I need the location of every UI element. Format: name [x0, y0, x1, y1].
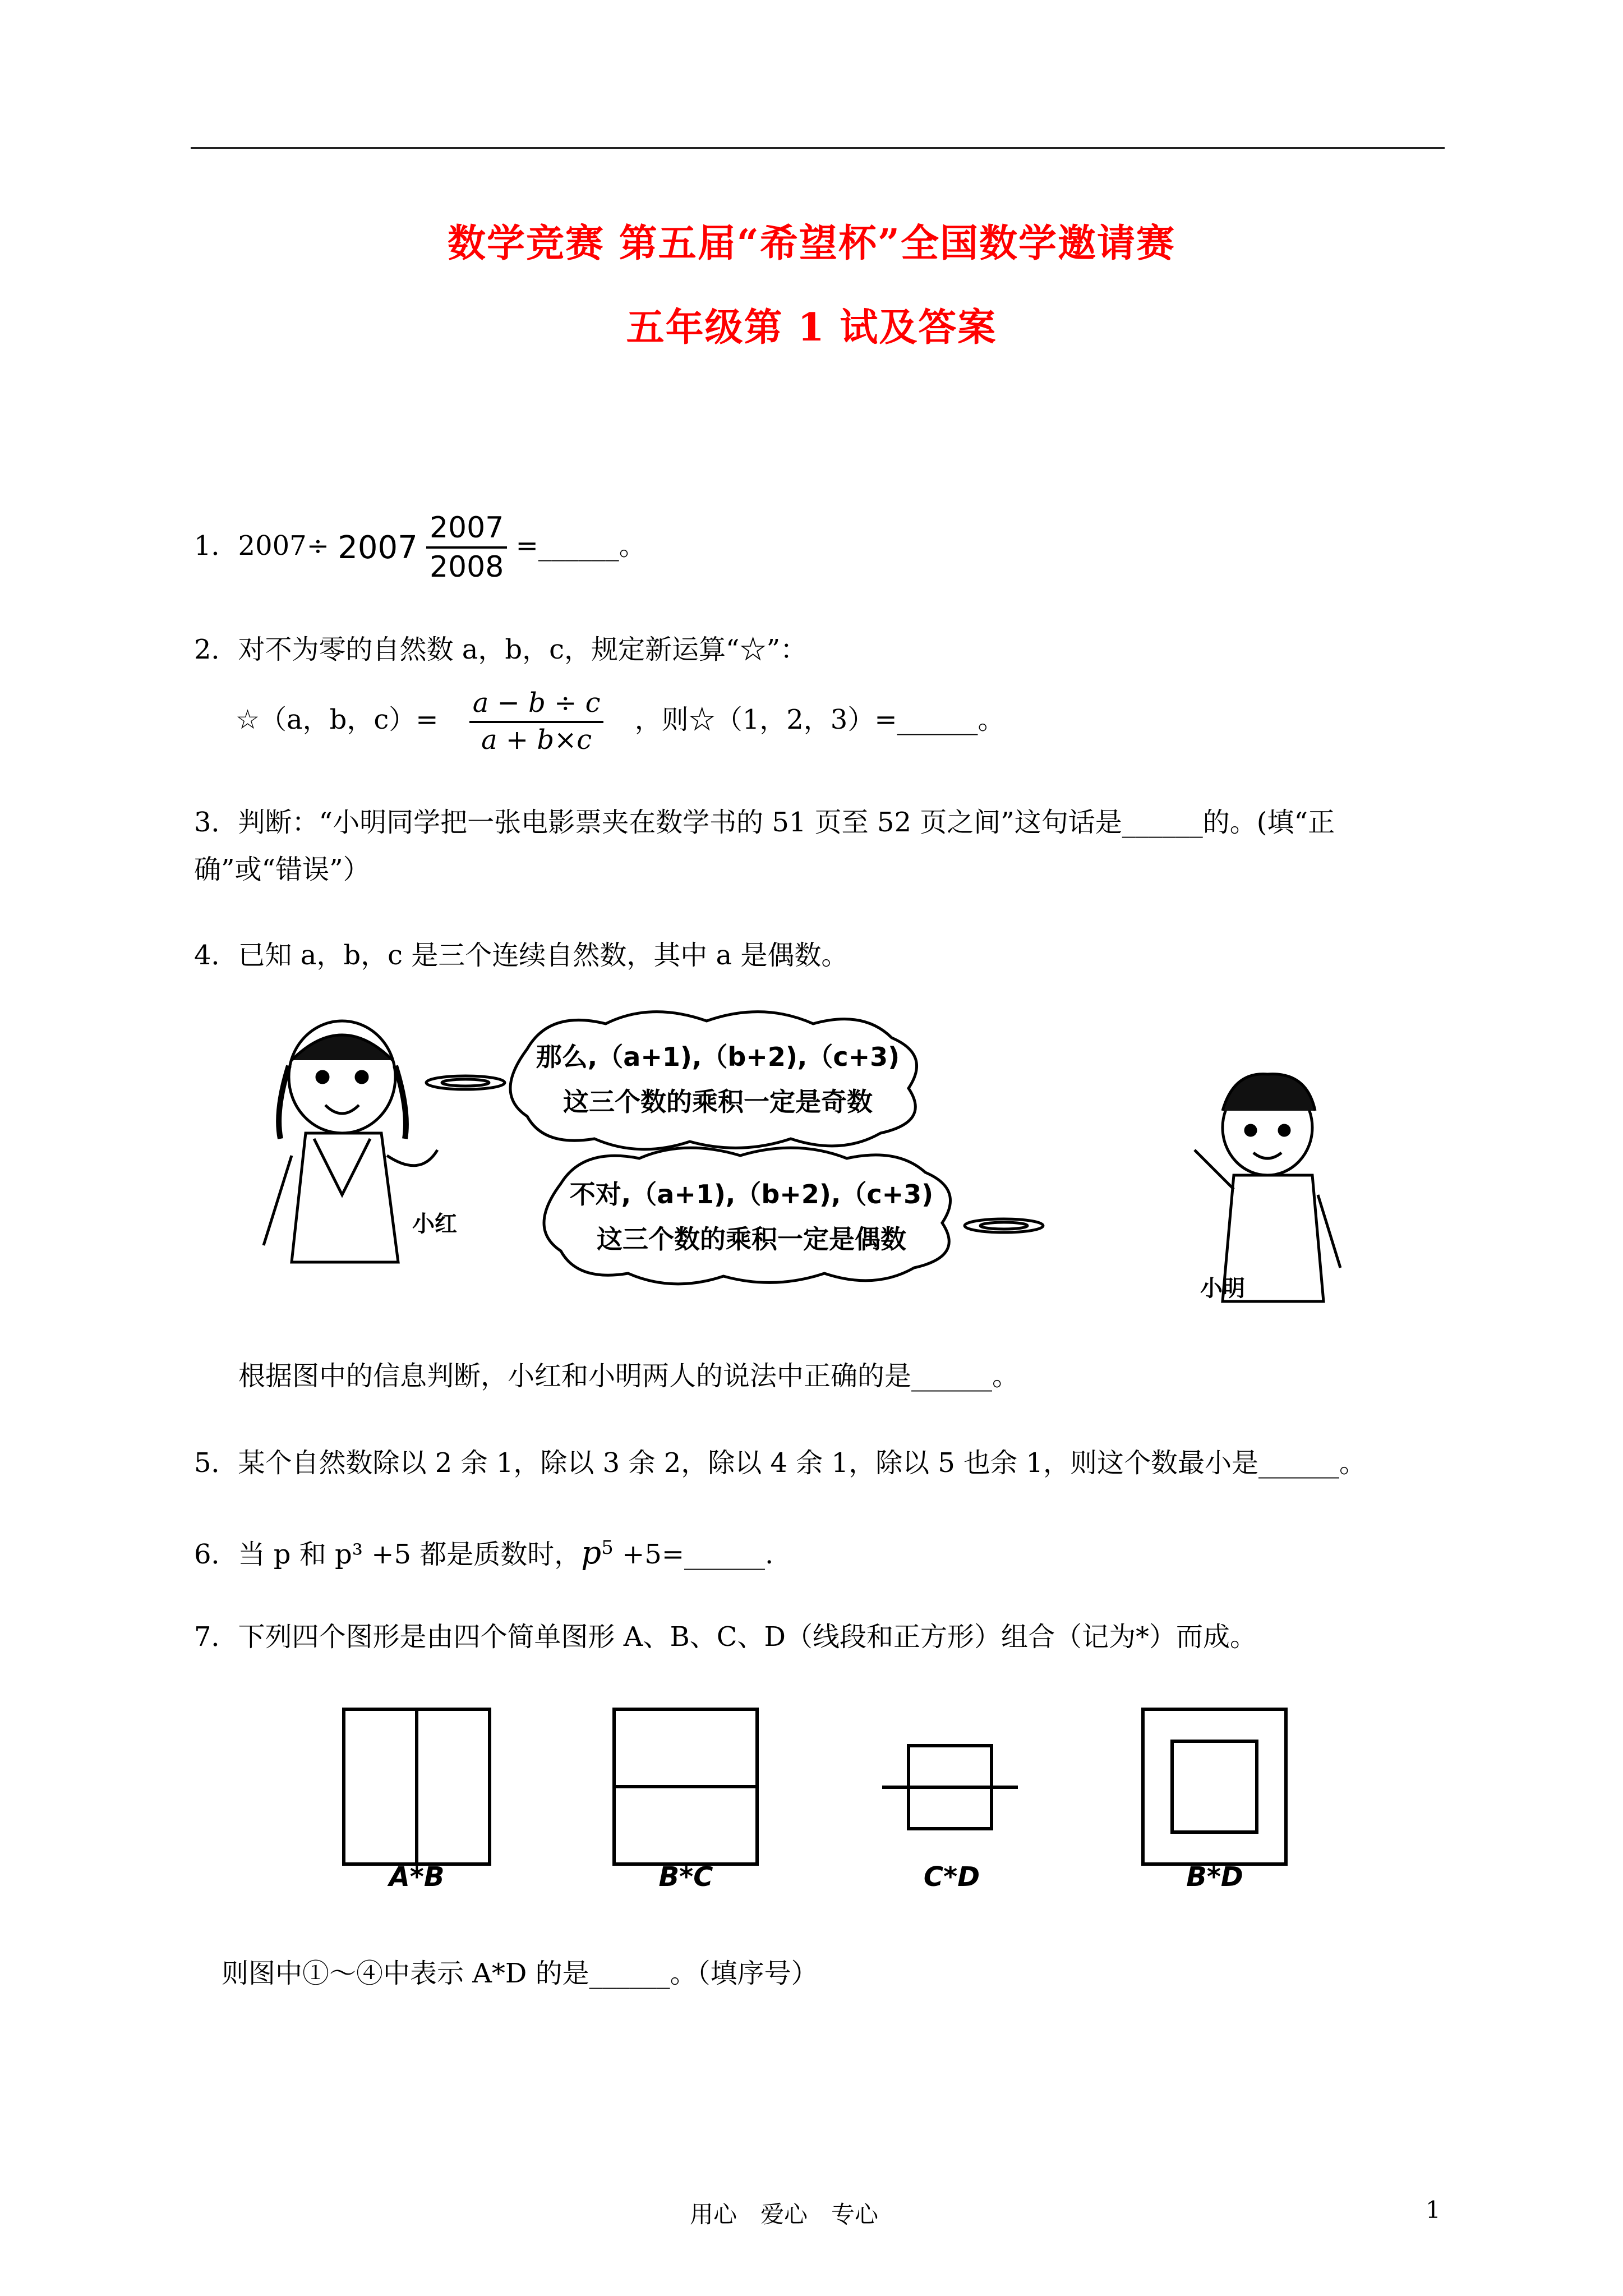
caption-c-star-d: C*D	[923, 1861, 980, 1893]
q1-denominator: 2008	[429, 550, 504, 585]
girl-name-label: 小红	[412, 1211, 457, 1237]
q2-fraction-bar	[469, 721, 604, 723]
question-2-line1: 2．对不为零的自然数 a，b，c，规定新运算“☆”：	[194, 634, 808, 665]
q6-prefix: 6．当 p 和 p³ +5 都是质数时，	[194, 1539, 582, 1570]
question-5-text: 5．某个自然数除以 2 余 1，除以 3 余 2，除以 4 余 1，除以 5 也余 1，则这个数最小是______。	[194, 1447, 1366, 1479]
page-number: 1	[1426, 2196, 1441, 2224]
figure-c-star-d	[882, 1746, 1018, 1829]
question-4-text: 4．已知 a，b，c 是三个连续自然数，其中 a 是偶数。	[194, 940, 849, 971]
q2-lhs: ☆（a，b，c）=	[236, 704, 439, 736]
question-2-formula	[236, 687, 1005, 756]
cloud-girl-line2: 这三个数的乘积一定是奇数	[563, 1087, 873, 1117]
q1-numerator: 2007	[429, 511, 504, 545]
speech-cloud-girl	[426, 1012, 917, 1149]
question-7-prompt: 则图中①～④中表示 A*D 的是______。（填序号）	[222, 1958, 818, 1989]
question-4-prompt: 根据图中的信息判断，小红和小明两人的说法中正确的是______。	[238, 1360, 1020, 1392]
question-7-text: 7．下列四个图形是由四个简单图形 A、B、C、D（线段和正方形）组合（记为*）而成。	[194, 1621, 1257, 1653]
figure-b-star-c	[614, 1709, 757, 1864]
cloud-boy-line2: 这三个数的乘积一定是偶数	[597, 1224, 906, 1254]
caption-b-star-d: B*D	[1186, 1861, 1243, 1893]
question-6	[194, 1534, 773, 1572]
q6-var: p	[581, 1535, 602, 1571]
q1-suffix: =______。	[515, 530, 646, 562]
q2-denominator: a + b×c	[481, 724, 592, 756]
q1-whole: 2007	[338, 529, 418, 566]
figure-b-star-d	[1143, 1709, 1286, 1864]
boy-name-label: 小明	[1200, 1276, 1245, 1301]
footer-motto: 用心 爱心 专心	[690, 2201, 879, 2228]
question-3-line2: 确”或“错误”）	[194, 854, 370, 885]
speech-cloud-boy	[544, 1148, 1043, 1284]
question-1	[194, 510, 646, 585]
header-rule	[191, 147, 1445, 149]
q4-illustration	[258, 1010, 1380, 1318]
q6-suffix: +5=______.	[613, 1539, 774, 1570]
boy-figure	[1195, 1074, 1340, 1301]
q1-fraction-bar	[426, 546, 507, 549]
paper-title: 数学竞赛 第五届“希望杯”全国数学邀请赛	[448, 221, 1175, 266]
q1-prefix: 1．2007÷	[194, 530, 329, 562]
q2-rhs: ，则☆（1，2，3）=______。	[634, 704, 1005, 736]
paper-subtitle: 五年级第 1 试及答案	[626, 305, 997, 350]
cloud-boy-line1: 不对,（a+1),（b+2),（c+3)	[569, 1179, 934, 1209]
q2-fraction	[469, 687, 604, 756]
q1-fraction	[426, 510, 507, 585]
q7-figures	[314, 1694, 1324, 1935]
cloud-girl-line1: 那么,（a+1),（b+2),（c+3)	[536, 1042, 900, 1072]
caption-b-star-c: B*C	[658, 1861, 713, 1893]
question-3-line1: 3．判断：“小明同学把一张电影票夹在数学书的 51 页至 52 页之间”这句话是______的。(填“正	[194, 807, 1335, 838]
figure-a-star-b	[344, 1709, 490, 1864]
q6-exponent: 5	[601, 1536, 614, 1559]
caption-a-star-b: A*B	[389, 1861, 445, 1893]
girl-figure	[264, 1021, 437, 1262]
q2-numerator: a − b ÷ c	[472, 687, 601, 719]
